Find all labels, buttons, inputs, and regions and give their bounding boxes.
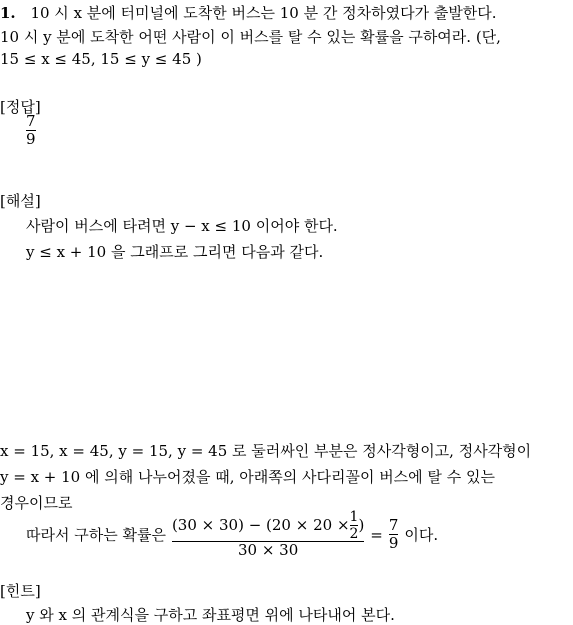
probability-prefix: 따라서 구하는 확률은 bbox=[26, 526, 166, 545]
expression-numerator-b: ) bbox=[358, 515, 365, 534]
half-fraction bbox=[350, 510, 359, 541]
problem-line-2: 10 시 y 분에 도착한 어떤 사람이 이 버스를 탈 수 있는 확률을 구하여라. (단, bbox=[0, 28, 501, 46]
result-denominator: 9 bbox=[388, 533, 399, 552]
solution-line-3: x = 15, x = 45, y = 15, y = 45 로 둘러싸인 부분은 정사각형이고, 정사각형이 bbox=[0, 442, 532, 460]
solution-heading: [해설] bbox=[0, 192, 41, 210]
answer-fraction bbox=[26, 114, 36, 148]
graph-area bbox=[0, 270, 573, 430]
answer-denominator: 9 bbox=[26, 129, 36, 148]
expression-denominator: 30 × 30 bbox=[172, 541, 364, 559]
problem-text-1: 10 시 x 분에 터미널에 도착한 버스는 10 분 간 정차하였다가 출발한다. bbox=[30, 4, 497, 22]
solution-line-5: 경우이므로 bbox=[0, 494, 73, 512]
solution-line-6 bbox=[26, 510, 438, 559]
solution-line-2: y ≤ x + 10 을 그래프로 그리면 다음과 같다. bbox=[26, 243, 324, 261]
hint-heading: [힌트] bbox=[0, 582, 41, 600]
hint-line-1: y 와 x 의 관계식을 구하고 좌표평면 위에 나타내어 본다. bbox=[26, 606, 395, 624]
problem-number: 1. bbox=[0, 4, 16, 22]
half-denominator: 2 bbox=[349, 525, 359, 542]
result-fraction bbox=[388, 515, 399, 552]
answer-frac bbox=[26, 114, 36, 148]
solution-line-4: y = x + 10 에 의해 나누어졌을 때, 아래쪽의 사다리꼴이 버스에 탈 수 있는 bbox=[0, 468, 495, 486]
solution-line-1: 사람이 버스에 타려면 y − x ≤ 10 이어야 한다. bbox=[26, 217, 338, 235]
result-numerator: 7 bbox=[388, 515, 399, 534]
problem-line-1 bbox=[0, 2, 497, 23]
expression-numerator-a: (30 × 30) − (20 × 20 × bbox=[171, 515, 350, 534]
probability-suffix: 이다. bbox=[404, 526, 439, 545]
problem-line-3: 15 ≤ x ≤ 45, 15 ≤ y ≤ 45 ) bbox=[0, 50, 202, 68]
expression-numerator bbox=[172, 510, 364, 541]
answer-numerator: 7 bbox=[26, 112, 36, 130]
answer-heading: [정답] bbox=[0, 98, 41, 116]
half-numerator: 1 bbox=[349, 509, 359, 525]
equals-sign: = bbox=[370, 525, 383, 544]
probability-expression bbox=[172, 510, 364, 559]
